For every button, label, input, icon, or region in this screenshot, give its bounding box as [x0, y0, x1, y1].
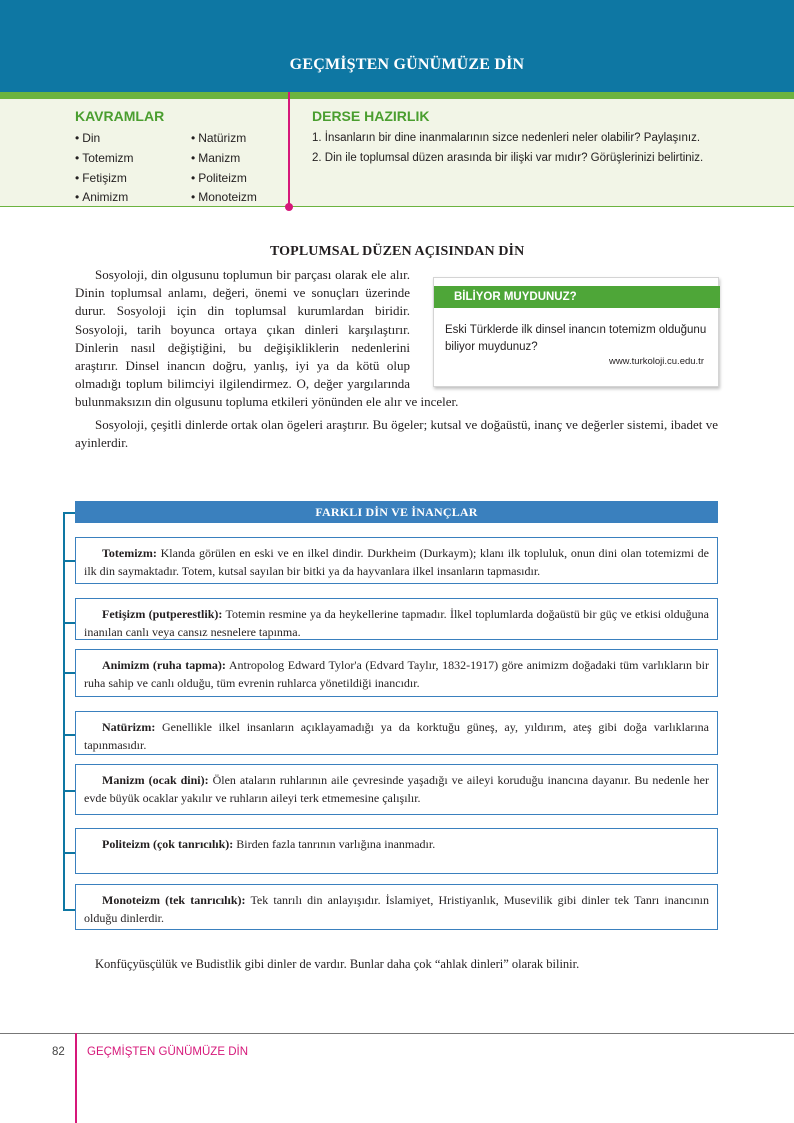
definition-term: Manizm (ocak dini): — [102, 773, 209, 787]
definition-term: Natürizm: — [102, 720, 156, 734]
tree-connector — [63, 672, 75, 674]
definition-term: Fetişizm (putperestlik): — [102, 607, 223, 621]
did-you-know-text: Eski Türklerde ilk dinsel inancın totemizm olduğunu biliyor muydunuz? — [445, 324, 707, 353]
definition-box-totemizm — [75, 537, 718, 584]
kavram-item: • Politeizm — [191, 170, 257, 190]
derse-hazirlik-title: DERSE HAZIRLIK — [312, 108, 430, 124]
definition-box-animizm — [75, 649, 718, 697]
tree-connector — [63, 852, 75, 854]
did-you-know-box — [433, 277, 719, 387]
kavram-item: • Din — [75, 130, 134, 150]
kavram-item: • Manizm — [191, 150, 257, 170]
kavram-item: • Totemizm — [75, 150, 134, 170]
header-band — [0, 0, 794, 92]
tree-connector — [63, 909, 75, 911]
tree-connector — [63, 560, 75, 562]
kavram-item: • Monoteizm — [191, 189, 257, 209]
kavramlar-title: KAVRAMLAR — [75, 108, 165, 124]
section-heading: TOPLUMSAL DÜZEN AÇISINDAN DİN — [270, 244, 525, 259]
definition-term: Animizm (ruha tapma): — [102, 658, 226, 672]
footer-divider — [0, 1033, 794, 1034]
definition-term: Totemizm: — [102, 546, 157, 560]
footer-accent-line — [75, 1033, 77, 1123]
closing-text: Konfüçyüsçülük ve Budistlik gibi dinler de vardır. Bunlar daha çok “ahlak dinleri” olarak bilinir. — [95, 957, 580, 971]
definition-text: Tek tanrılı din anlayışıdır. İslamiyet, Hristiyanlık, Musevilik gibi dinler tek Tanrı inancının olduğu dinlerdir. — [84, 893, 710, 925]
definition-term: Politeizm (çok tanrıcılık): — [102, 837, 234, 851]
kavram-item: • Fetişizm — [75, 170, 134, 190]
did-you-know-source: www.turkoloji.cu.edu.tr — [608, 356, 704, 367]
definition-box-fetisizm — [75, 598, 718, 640]
definition-text: Totemin resmine ya da heykellerine tapmadır. İlkel toplumlarda doğaüstü bir güç ve etkisi olduğuna inanılan canlı veya cansız nesnelere tapınma. — [84, 607, 709, 639]
kavram-item: • Natürizm — [191, 130, 257, 150]
paragraph-text: Sosyoloji, din olgusunu toplumun bir parçası olarak ele alır. Dinin toplumsal anlamı, değeri, önemi ve sonuçları üzerinde durur. Sosyoloji için din toplumsal kurumlardan biridir. Sosyoloji, tarih boyunca ortaya çıkan dinleri karşılaştırır. Dinlerin nasıl değiştiğini, bu değişikliklerin nedenlerini araştırır. Dinsel inancın doğru, yanlış, iyi ya da kötü olup olmadığı toplum bilimciyi ilgilendirmez. O, değer yargılarında bulunmaksızın din olgusunu topluma etkileri yönünden ele alır ve inceler. — [75, 267, 459, 410]
definition-term: Monoteizm (tek tanrıcılık): — [102, 893, 246, 907]
header-green-stripe — [0, 92, 794, 99]
religions-section-title: FARKLI DİN VE İNANÇLAR — [75, 501, 718, 523]
page-number: 82 — [52, 1046, 65, 1058]
did-you-know-title: BİLİYOR MUYDUNUZ? — [434, 286, 720, 308]
page-header-title: GEÇMİŞTEN GÜNÜMÜZE DİN — [289, 56, 525, 73]
tree-connector — [63, 622, 75, 624]
definition-box-manizm — [75, 764, 718, 815]
info-divider — [288, 92, 290, 206]
tree-vertical-line — [63, 512, 65, 910]
definition-text: Ölen ataların ruhlarının aile çevresinde yaşadığı ve aileyi koruduğu inancına dayanır. Bu nedenle her evde büyük ocaklar yakılır ve ruhların aileyi terk etmemesine çalışılır. — [84, 773, 709, 805]
info-divider-dot — [285, 203, 293, 211]
definition-text: Antropolog Edward Tylor'a (Edvard Taylır, 1832-1917) göre animizm doğadaki tüm varlıkların bir ruha sahip ve canlı olduğu, tüm evrenin ruhlarca yönetildiği inancıdır. — [84, 658, 710, 690]
kavramlar-col-1 — [75, 130, 134, 209]
tree-connector — [63, 734, 75, 736]
body-paragraph-2: Sosyoloji, çeşitli dinlerde ortak olan ögeleri araştırır. Bu ögeler; kutsal ve doğaüstü, inanç ve değerler sistemi, ibadet ve ayinlerdir. — [75, 417, 718, 451]
tree-connector — [63, 512, 75, 514]
derse-hazirlik-list — [312, 130, 722, 170]
kavramlar-col-2 — [191, 130, 257, 209]
definition-text: Birden fazla tanrının varlığına inanmadır. — [236, 837, 436, 851]
definition-box-politeizm — [75, 828, 718, 874]
definition-text: Genellikle ilkel insanların açıklayamadığı ya da korktuğu güneş, ay, yıldırım, ateş gibi doğa varlıklarına tapınmasıdır. — [84, 720, 710, 752]
footer-title: GEÇMİŞTEN GÜNÜMÜZE DİN — [87, 1046, 248, 1058]
question-item: 2. Din ile toplumsal düzen arasında bir ilişki var mıdır? Görüşlerinizi belirtiniz. — [312, 152, 704, 164]
question-item: 1. İnsanların bir dine inanmalarının sizce nedenleri neler olabilir? Paylaşınız. — [312, 132, 701, 144]
kavram-item: • Animizm — [75, 189, 134, 209]
tree-connector — [63, 790, 75, 792]
definition-box-monoteizm — [75, 884, 718, 930]
definition-text: Klanda görülen en eski ve en ilkel dindir. Durkheim (Durkaym); klanı ilk topluluk, onun dini olan totemizmi de ilk din saymaktadır. Totem, kutsal sayılan bir bitki ya da hayvanlara ilkel insanların tapmasıdır. — [84, 546, 709, 578]
definition-box-naturizm — [75, 711, 718, 755]
